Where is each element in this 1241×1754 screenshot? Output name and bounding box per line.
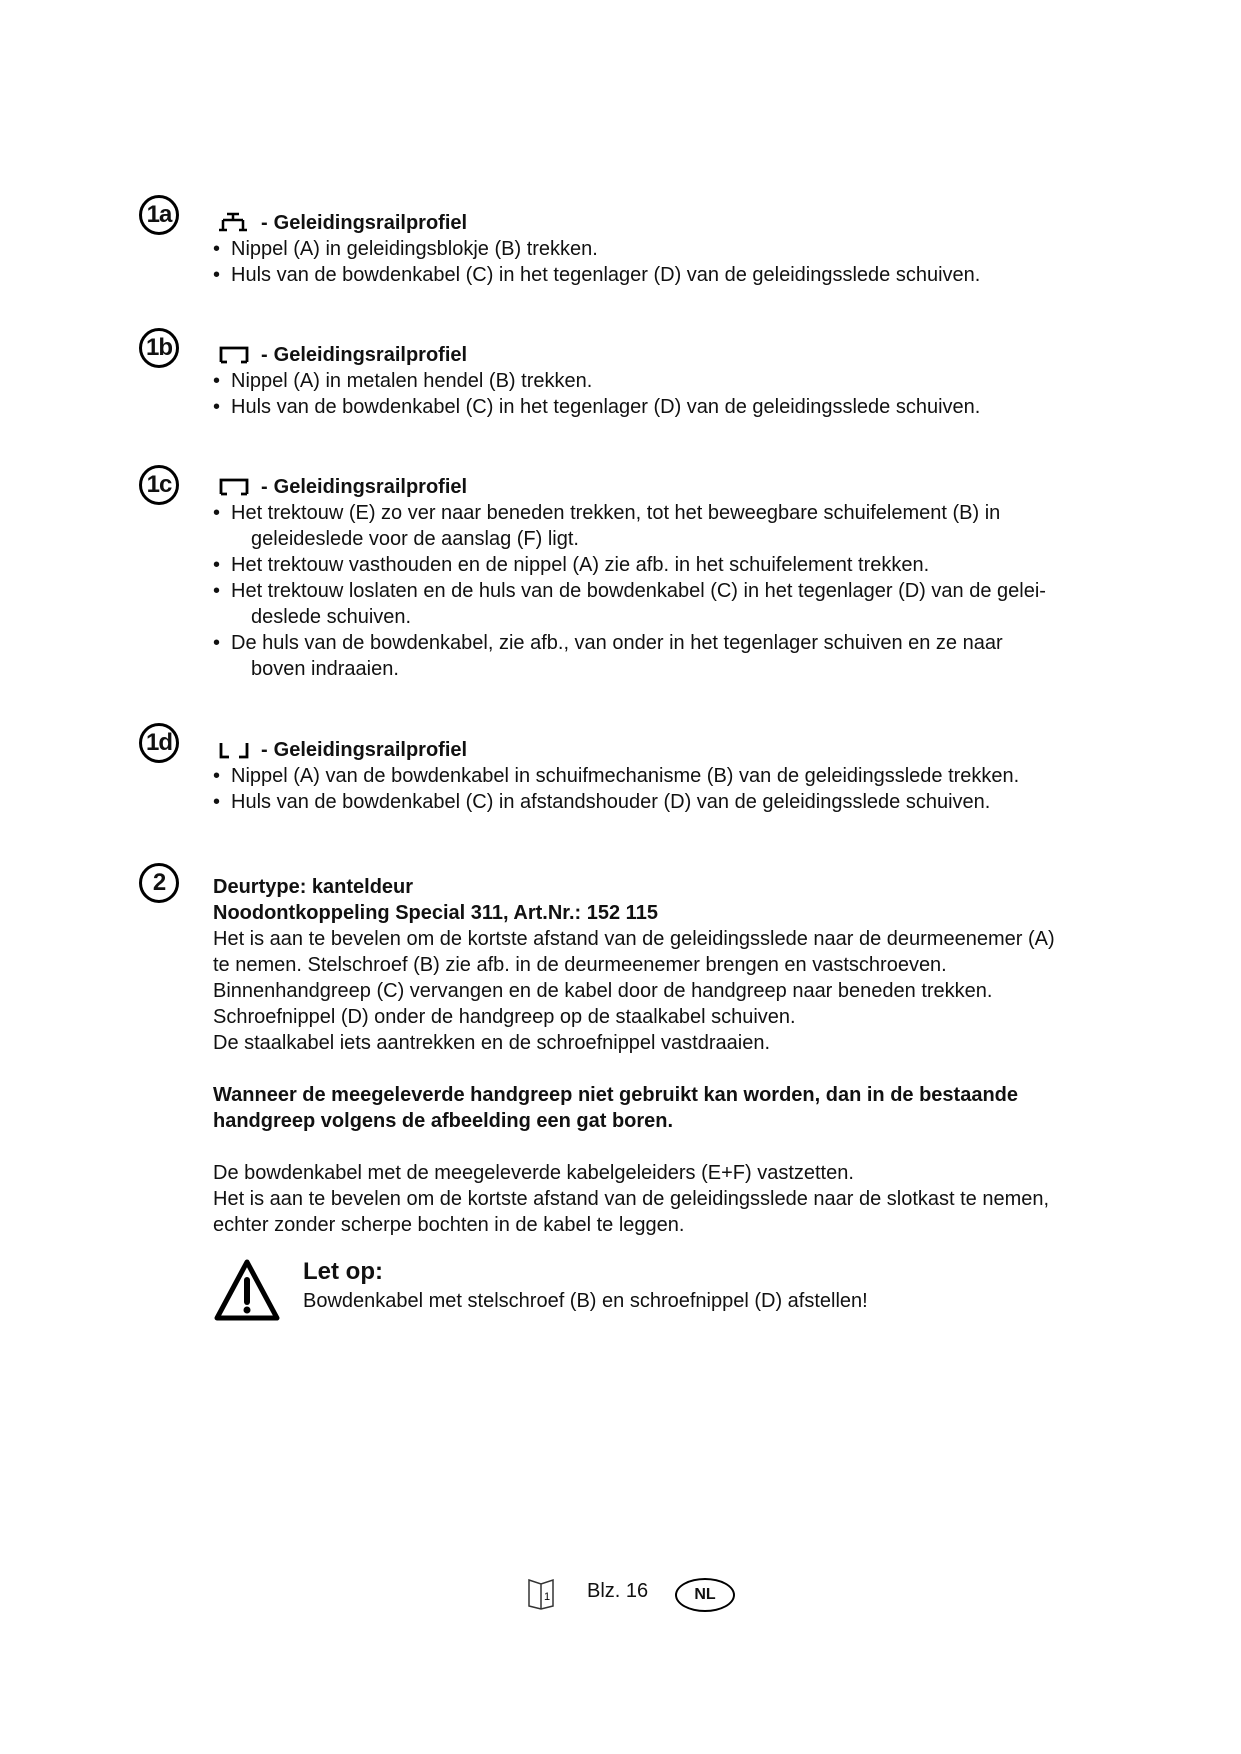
section-heading xyxy=(213,342,1093,368)
section-2-subtitle: Noodontkoppeling Special 311, Art.Nr.: 152 115 xyxy=(213,902,658,924)
warning-text: Bowdenkabel met stelschroef (B) en schroefnippel (D) afstellen! xyxy=(303,1290,868,1312)
text-line: De staalkabel iets aantrekken en de schroefnippel vastdraaien. xyxy=(213,1032,771,1054)
section-heading xyxy=(213,737,1093,763)
text-line: te nemen. Stelschroef (B) zie afb. in de deurmeenemer brengen en vastschroeven. xyxy=(213,954,947,976)
rail-profile-u-icon xyxy=(213,737,255,763)
section-2-title: Deurtype: kanteldeur xyxy=(213,876,414,898)
section-1c xyxy=(213,474,1093,682)
bullet-list xyxy=(213,236,1093,288)
heading-dash: - xyxy=(261,343,268,366)
section-2-paragraph-2 xyxy=(213,1160,1093,1238)
page-footer xyxy=(0,1576,1241,1616)
text-line: Het is aan te bevelen om de kortste afstand van de geleidingsslede naar de deurmeenemer (A) xyxy=(213,928,1055,950)
text-line: echter zonder scherpe bochten in de kabel te leggen. xyxy=(213,1214,685,1236)
rail-profile-c-icon xyxy=(213,474,255,500)
step-marker-1d: 1d xyxy=(139,723,179,763)
text-line: Schroefnippel (D) onder de handgreep op de staalkabel schuiven. xyxy=(213,1006,796,1028)
section-heading xyxy=(213,474,1093,500)
text-line: handgreep volgens de afbeelding een gat boren. xyxy=(213,1110,674,1132)
list-item: • Het trektouw (E) zo ver naar beneden trekken, tot het beweegbare schuifelement (B) in geleideslede voor de aanslag (F) ligt. xyxy=(213,502,1001,550)
section-1b xyxy=(213,342,1093,420)
step-marker-1c: 1c xyxy=(139,465,179,505)
list-item: • Het trektouw vasthouden en de nippel (A) zie afb. in het schuifelement trekken. xyxy=(213,554,930,576)
text-line: Wanneer de meegeleverde handgreep niet gebruikt kan worden, dan in de bestaande xyxy=(213,1084,1019,1106)
text-line: Het is aan te bevelen om de kortste afstand van de geleidingsslede naar de slotkast te nemen, xyxy=(213,1188,1050,1210)
step-marker-2: 2 xyxy=(139,863,179,903)
step-marker-1b: 1b xyxy=(139,328,179,368)
text-line: De bowdenkabel met de meegeleverde kabelgeleiders (E+F) vastzetten. xyxy=(213,1162,854,1184)
book-number: 1 xyxy=(544,1591,551,1603)
list-item: • Huls van de bowdenkabel (C) in afstandshouder (D) van de geleidingsslede schuiven. xyxy=(213,791,991,813)
section-heading xyxy=(213,210,1093,236)
page-number: Blz. 16 xyxy=(587,1580,649,1602)
section-2-paragraph-1 xyxy=(213,926,1093,1056)
rail-profile-t-icon xyxy=(213,210,255,236)
bullet-list xyxy=(213,368,1093,420)
rail-profile-c-icon xyxy=(213,342,255,368)
section-1a xyxy=(213,210,1093,288)
section-2 xyxy=(213,874,1093,1238)
list-item: • Nippel (A) in metalen hendel (B) trekken. xyxy=(213,370,593,392)
list-item: • Nippel (A) van de bowdenkabel in schuifmechanisme (B) van de geleidingsslede trekken. xyxy=(213,765,1020,787)
heading-title: Geleidingsrailprofiel xyxy=(273,475,468,498)
list-item: • De huls van de bowdenkabel, zie afb., van onder in het tegenlager schuiven en ze naar boven indraaien. xyxy=(213,632,1003,680)
bullet-list xyxy=(213,763,1093,815)
heading-title: Geleidingsrailprofiel xyxy=(273,738,468,761)
text-line: Binnenhandgreep (C) vervangen en de kabel door de handgreep naar beneden trekken. xyxy=(213,980,993,1002)
list-item: • Huls van de bowdenkabel (C) in het tegenlager (D) van de geleidingsslede schuiven. xyxy=(213,396,981,418)
heading-title: Geleidingsrailprofiel xyxy=(273,343,468,366)
language-badge: NL xyxy=(675,1578,735,1612)
heading-dash: - xyxy=(261,211,268,234)
step-marker-1a: 1a xyxy=(139,195,179,235)
list-item: • Nippel (A) in geleidingsblokje (B) trekken. xyxy=(213,238,598,260)
heading-dash: - xyxy=(261,475,268,498)
list-item: • Het trektouw loslaten en de huls van de bowdenkabel (C) in het tegenlager (D) van de gelei- deslede schuiven. xyxy=(213,580,1046,628)
section-2-bold-note xyxy=(213,1082,1093,1134)
warning-triangle-icon xyxy=(213,1258,281,1322)
book-icon xyxy=(525,1576,557,1610)
bullet-list xyxy=(213,500,1093,682)
list-item: • Huls van de bowdenkabel (C) in het tegenlager (D) van de geleidingsslede schuiven. xyxy=(213,264,981,286)
heading-dash: - xyxy=(261,738,268,761)
section-1d xyxy=(213,737,1093,815)
heading-title: Geleidingsrailprofiel xyxy=(273,211,468,234)
warning-box xyxy=(213,1258,1093,1330)
warning-title: Let op: xyxy=(303,1258,383,1285)
